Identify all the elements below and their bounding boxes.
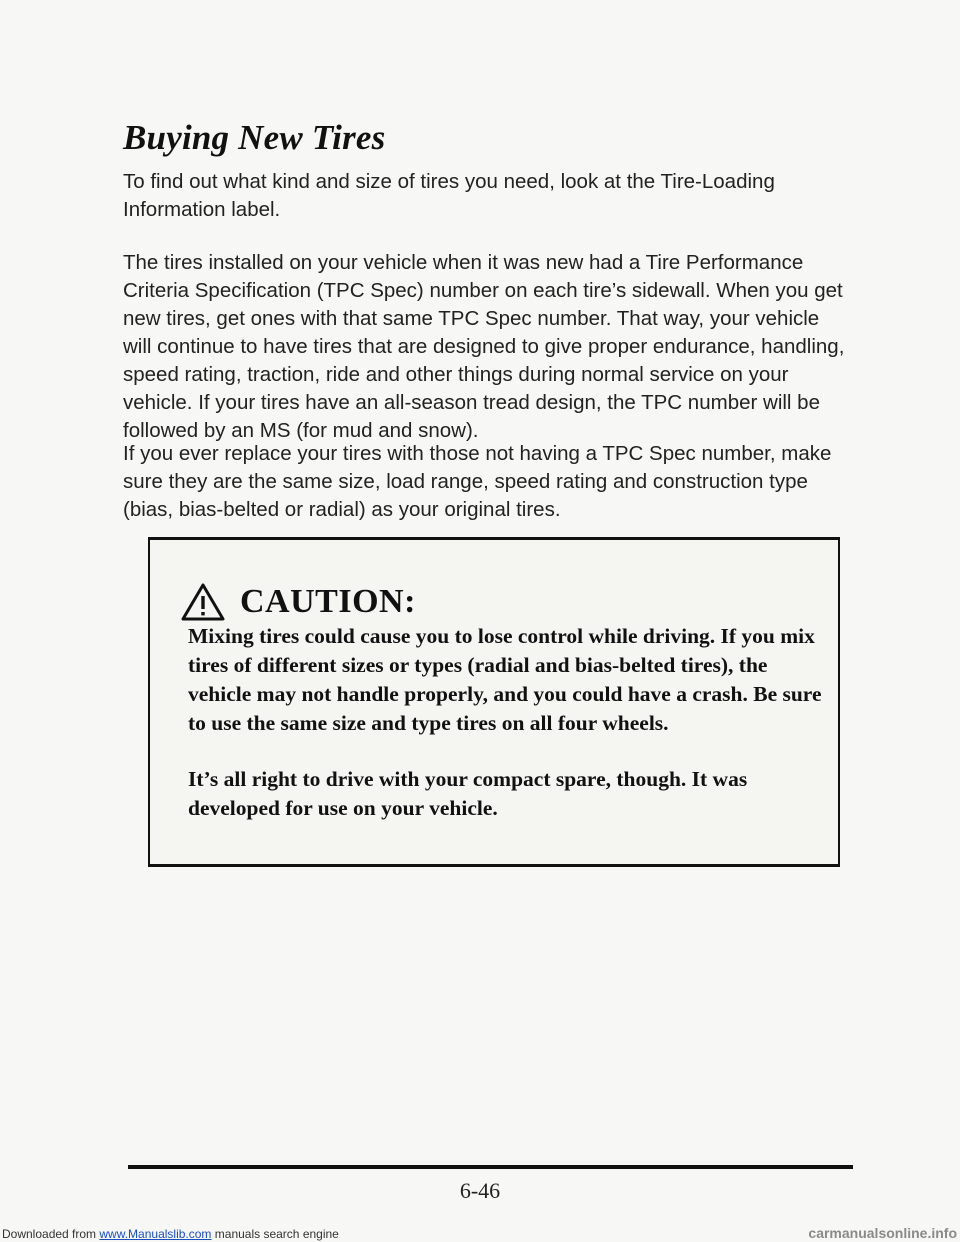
paragraph-tpc-spec: The tires installed on your vehicle when it was new had a Tire Performance Criteria Specification (TPC Spec) number on each tire’s sidewall. When you get new tires, get ones with that same TPC Spec number. That way, your vehicle will continue to have tires that are designed to give proper endurance, handling, speed rating, traction, ride and other things during normal service on your vehicle. If your tires have an all-season tread design, the TPC number will be followed by an MS (for mud and snow). <box>123 251 845 442</box>
download-watermark <box>2 1227 339 1241</box>
caution-box <box>148 537 840 867</box>
paragraph-tire-label: To find out what kind and size of tires you need, look at the Tire-Loading Information label. <box>123 170 775 221</box>
site-watermark: carmanualsonline.info <box>808 1225 957 1241</box>
caution-paragraph-mixing: Mixing tires could cause you to lose control while driving. If you mix tires of different sizes or types (radial and bias-belted tires), the vehicle may not handle properly, and you could have a crash. Be sure to use the same size and type tires on all four wheels. <box>188 624 822 735</box>
watermark-suffix: manuals search engine <box>211 1227 339 1241</box>
watermark-prefix: Downloaded from <box>2 1227 100 1241</box>
paragraph-replacement: If you ever replace your tires with those not having a TPC Spec number, make sure they are the same size, load range, speed rating and construction type (bias, bias-belted or radial) as your original tires. <box>123 442 832 521</box>
caution-title: CAUTION: <box>240 583 416 620</box>
footer-rule <box>128 1165 853 1169</box>
warning-triangle-icon <box>180 582 226 622</box>
section-heading: Buying New Tires <box>123 118 386 157</box>
caution-header <box>180 582 416 622</box>
page-number: 6-46 <box>459 1178 501 1203</box>
manualslib-link[interactable]: www.Manualslib.com <box>99 1227 212 1241</box>
caution-paragraph-spare: It’s all right to drive with your compact spare, though. It was developed for use on your vehicle. <box>188 767 748 820</box>
